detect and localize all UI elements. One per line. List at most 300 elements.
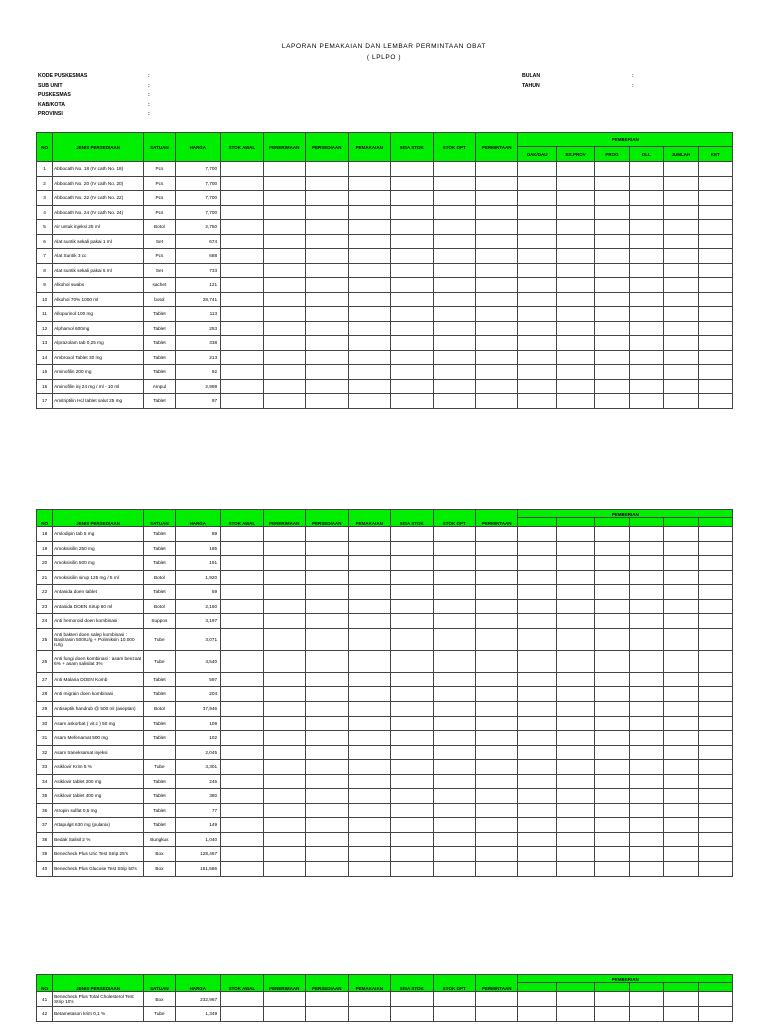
cell-no: 11	[37, 307, 53, 322]
cell-empty	[306, 191, 348, 206]
cell-harga: 2,045	[175, 745, 221, 760]
cell-empty	[475, 672, 517, 687]
info-label: PUSKESMAS	[38, 92, 71, 98]
cell-no: 27	[37, 672, 53, 687]
cell-empty	[348, 760, 390, 775]
info-row	[38, 110, 158, 120]
cell-empty	[221, 350, 263, 365]
cell-empty	[433, 292, 475, 307]
cell-empty	[664, 249, 698, 264]
cell-empty	[595, 234, 629, 249]
col-header-penerimaan: PENERIMAAN	[263, 133, 305, 162]
cell-empty	[556, 774, 594, 789]
cell-harga: 3,071	[175, 628, 221, 650]
cell-empty	[518, 731, 556, 746]
cell-empty	[263, 394, 305, 409]
cell-empty	[664, 321, 698, 336]
info-label: KODE PUSKESMAS	[38, 73, 88, 79]
cell-no: 5	[37, 220, 53, 235]
cell-empty	[348, 774, 390, 789]
cell-empty	[221, 650, 263, 672]
cell-empty	[595, 205, 629, 220]
cell-empty	[391, 220, 433, 235]
cell-empty	[306, 570, 348, 585]
cell-empty	[664, 1007, 698, 1022]
col-header-satuan: SATUAN	[144, 133, 175, 162]
cell-harga: 674	[175, 234, 221, 249]
cell-empty	[263, 731, 305, 746]
cell-empty	[263, 350, 305, 365]
cell-empty	[433, 336, 475, 351]
cell-empty	[698, 541, 732, 556]
cell-empty	[595, 614, 629, 629]
cell-empty	[518, 789, 556, 804]
cell-empty	[595, 321, 629, 336]
info-colon: :	[148, 101, 150, 108]
cell-empty	[391, 205, 433, 220]
cell-jenis: Asiklovir tablet 200 mg	[53, 774, 144, 789]
cell-empty	[263, 803, 305, 818]
cell-empty	[518, 191, 556, 206]
cell-empty	[263, 650, 305, 672]
cell-empty	[433, 176, 475, 191]
cell-no: 1	[37, 162, 53, 177]
info-row	[38, 91, 158, 101]
cell-empty	[698, 745, 732, 760]
table-row	[37, 365, 733, 380]
cell-empty	[629, 701, 663, 716]
cell-empty	[433, 701, 475, 716]
cell-harga: 204	[175, 687, 221, 702]
cell-no: 8	[37, 263, 53, 278]
cell-empty	[556, 701, 594, 716]
cell-empty	[391, 394, 433, 409]
cell-harga: 92	[175, 365, 221, 380]
cell-empty	[263, 1007, 305, 1022]
cell-jenis: Antiseptik handrub @ 500 ml (aseptan)	[53, 701, 144, 716]
cell-empty	[348, 263, 390, 278]
cell-empty	[263, 162, 305, 177]
cell-empty	[391, 541, 433, 556]
cell-jenis: Attapulgit 630 mg (pulanix)	[53, 818, 144, 833]
cell-empty	[595, 350, 629, 365]
cell-jenis: Anti migrain doen kombinasi	[53, 687, 144, 702]
table-row	[37, 861, 733, 876]
cell-jenis: Alat suntik sekali pakai 5 ml	[53, 263, 144, 278]
cell-jenis: Amoksisilin 500 mg	[53, 556, 144, 571]
cell-satuan: Pcs	[144, 249, 175, 264]
cell-empty	[698, 527, 732, 542]
cell-empty	[698, 803, 732, 818]
cell-empty	[263, 220, 305, 235]
cell-empty	[518, 992, 556, 1007]
cell-empty	[629, 731, 663, 746]
col-header-no: NO	[37, 133, 53, 162]
cell-empty	[306, 379, 348, 394]
cell-empty	[221, 1007, 263, 1022]
cell-empty	[595, 292, 629, 307]
cell-empty	[518, 234, 556, 249]
cell-satuan: Tube	[144, 650, 175, 672]
col-header-sub	[595, 983, 629, 992]
cell-empty	[556, 541, 594, 556]
cell-empty	[475, 614, 517, 629]
col-header-stok-opt: STOK OPT	[433, 510, 475, 527]
report-title: LAPORAN PEMAKAIAN DAN LEMBAR PERMINTAAN OBAT	[281, 43, 487, 50]
cell-empty	[221, 614, 263, 629]
cell-empty	[433, 527, 475, 542]
cell-satuan: Tube	[144, 760, 175, 775]
cell-empty	[306, 716, 348, 731]
cell-empty	[433, 628, 475, 650]
cell-empty	[221, 672, 263, 687]
cell-satuan: Tablet	[144, 731, 175, 746]
cell-empty	[433, 803, 475, 818]
cell-jenis: Bedak Salisil 2 %	[53, 832, 144, 847]
cell-empty	[348, 847, 390, 862]
cell-empty	[475, 599, 517, 614]
table-row	[37, 176, 733, 191]
cell-empty	[518, 687, 556, 702]
cell-satuan: Tablet	[144, 336, 175, 351]
cell-no: 39	[37, 847, 53, 862]
cell-empty	[306, 263, 348, 278]
cell-empty	[475, 162, 517, 177]
cell-empty	[698, 731, 732, 746]
cell-empty	[664, 379, 698, 394]
cell-harga: 77	[175, 803, 221, 818]
cell-empty	[556, 205, 594, 220]
cell-empty	[556, 336, 594, 351]
cell-empty	[475, 731, 517, 746]
cell-empty	[348, 585, 390, 600]
cell-empty	[698, 292, 732, 307]
cell-empty	[518, 818, 556, 833]
cell-empty	[664, 847, 698, 862]
cell-empty	[698, 716, 732, 731]
cell-jenis: Air untuk injeksi 25 ml	[53, 220, 144, 235]
cell-empty	[433, 278, 475, 293]
cell-empty	[556, 556, 594, 571]
cell-empty	[629, 745, 663, 760]
cell-empty	[664, 527, 698, 542]
table-row	[37, 760, 733, 775]
cell-empty	[306, 336, 348, 351]
col-header-sub	[556, 518, 594, 527]
cell-empty	[391, 614, 433, 629]
cell-satuan: Box	[144, 847, 175, 862]
col-header-sub	[698, 518, 732, 527]
table-row	[37, 716, 733, 731]
table-row	[37, 162, 733, 177]
cell-empty	[629, 307, 663, 322]
info-colon: :	[148, 111, 150, 117]
cell-harga: 1,040	[175, 832, 221, 847]
cell-empty	[595, 716, 629, 731]
cell-empty	[475, 234, 517, 249]
cell-empty	[595, 701, 629, 716]
cell-empty	[698, 760, 732, 775]
cell-satuan: Tube	[144, 628, 175, 650]
cell-empty	[433, 818, 475, 833]
table-row	[37, 789, 733, 804]
cell-empty	[221, 861, 263, 876]
cell-empty	[518, 220, 556, 235]
cell-empty	[629, 614, 663, 629]
cell-empty	[391, 585, 433, 600]
cell-satuan: Tablet	[144, 527, 175, 542]
cell-jenis: Alat suntik sekali pakai 1 ml	[53, 234, 144, 249]
cell-empty	[629, 394, 663, 409]
cell-jenis: Alat Suntik 3 cc	[53, 249, 144, 264]
table-row	[37, 205, 733, 220]
cell-empty	[629, 220, 663, 235]
cell-empty	[664, 701, 698, 716]
cell-empty	[664, 650, 698, 672]
cell-empty	[433, 745, 475, 760]
cell-empty	[433, 774, 475, 789]
cell-empty	[475, 379, 517, 394]
cell-empty	[348, 321, 390, 336]
cell-empty	[629, 818, 663, 833]
cell-empty	[664, 585, 698, 600]
cell-empty	[306, 556, 348, 571]
cell-empty	[475, 803, 517, 818]
cell-empty	[629, 350, 663, 365]
cell-empty	[556, 614, 594, 629]
cell-empty	[556, 350, 594, 365]
cell-empty	[518, 292, 556, 307]
cell-jenis: Asiklovir tablet 400 mg	[53, 789, 144, 804]
cell-empty	[475, 556, 517, 571]
cell-jenis: Amlodipin tab 5 mg	[53, 527, 144, 542]
header-row	[37, 133, 733, 147]
cell-empty	[698, 861, 732, 876]
cell-empty	[306, 162, 348, 177]
cell-jenis: Anti Malaria DOEN Komb	[53, 672, 144, 687]
cell-satuan: Tablet	[144, 774, 175, 789]
cell-empty	[433, 832, 475, 847]
cell-empty	[391, 789, 433, 804]
cell-empty	[664, 716, 698, 731]
cell-no: 16	[37, 379, 53, 394]
col-header-sisa-stok: SISA STOK	[391, 510, 433, 527]
cell-empty	[629, 249, 663, 264]
cell-empty	[306, 365, 348, 380]
table-row	[37, 650, 733, 672]
table-row	[37, 307, 733, 322]
cell-empty	[221, 570, 263, 585]
cell-empty	[698, 774, 732, 789]
cell-no: 26	[37, 650, 53, 672]
cell-satuan: Set	[144, 234, 175, 249]
cell-empty	[391, 832, 433, 847]
cell-harga: 688	[175, 249, 221, 264]
table-row	[37, 379, 733, 394]
cell-empty	[518, 365, 556, 380]
cell-empty	[518, 176, 556, 191]
cell-empty	[475, 585, 517, 600]
cell-empty	[263, 701, 305, 716]
cell-empty	[306, 394, 348, 409]
cell-jenis: Atropin sulfat 0,5 mg	[53, 803, 144, 818]
cell-jenis: Alkohol swabs	[53, 278, 144, 293]
cell-empty	[518, 394, 556, 409]
cell-empty	[306, 205, 348, 220]
cell-empty	[475, 365, 517, 380]
cell-empty	[475, 818, 517, 833]
cell-empty	[518, 832, 556, 847]
cell-satuan	[144, 745, 175, 760]
cell-harga: 1,920	[175, 570, 221, 585]
header-row	[37, 975, 733, 983]
cell-empty	[556, 760, 594, 775]
cell-empty	[664, 220, 698, 235]
cell-empty	[433, 1007, 475, 1022]
table-row	[37, 687, 733, 702]
cell-empty	[348, 789, 390, 804]
cell-empty	[433, 585, 475, 600]
col-header-jenis: JENIS PERSEDIAAN	[53, 975, 144, 992]
cell-empty	[475, 176, 517, 191]
cell-harga: 2,750	[175, 220, 221, 235]
cell-harga: 3,301	[175, 760, 221, 775]
cell-harga: 109	[175, 716, 221, 731]
cell-empty	[348, 278, 390, 293]
cell-empty	[348, 234, 390, 249]
cell-jenis: Allopurinol 100 mg	[53, 307, 144, 322]
col-header-sub	[518, 518, 556, 527]
cell-harga: 4,540	[175, 650, 221, 672]
cell-satuan: Suppos	[144, 614, 175, 629]
cell-empty	[518, 321, 556, 336]
col-header-harga: HARGA	[175, 510, 221, 527]
cell-empty	[518, 556, 556, 571]
cell-empty	[698, 832, 732, 847]
cell-empty	[664, 541, 698, 556]
cell-no: 14	[37, 350, 53, 365]
cell-empty	[556, 818, 594, 833]
cell-empty	[433, 205, 475, 220]
cell-empty	[348, 672, 390, 687]
col-header-no: NO	[37, 510, 53, 527]
cell-empty	[698, 249, 732, 264]
cell-empty	[595, 176, 629, 191]
cell-empty	[391, 292, 433, 307]
cell-empty	[698, 365, 732, 380]
cell-empty	[433, 760, 475, 775]
cell-satuan: Pcs	[144, 205, 175, 220]
cell-empty	[698, 278, 732, 293]
cell-empty	[263, 249, 305, 264]
cell-empty	[556, 365, 594, 380]
cell-empty	[518, 774, 556, 789]
cell-empty	[556, 249, 594, 264]
info-row	[522, 82, 642, 92]
col-header-sub: JUMLAH	[664, 147, 698, 162]
cell-jenis: Abbocath No. 20 (IV cath No. 20)	[53, 176, 144, 191]
cell-empty	[221, 234, 263, 249]
cell-empty	[556, 234, 594, 249]
cell-no: 32	[37, 745, 53, 760]
col-header-jenis: JENIS PERSEDIAAN	[53, 510, 144, 527]
cell-empty	[433, 687, 475, 702]
cell-empty	[306, 818, 348, 833]
col-header-pemakaian: PEMAKAIAN	[348, 975, 390, 992]
cell-empty	[475, 992, 517, 1007]
cell-empty	[698, 205, 732, 220]
cell-empty	[391, 1007, 433, 1022]
cell-empty	[221, 263, 263, 278]
col-header-persediaan: PERSEDIAAN	[306, 133, 348, 162]
cell-empty	[391, 716, 433, 731]
cell-no: 36	[37, 803, 53, 818]
cell-empty	[433, 234, 475, 249]
col-header-pemakaian: PEMAKAIAN	[348, 133, 390, 162]
cell-empty	[433, 307, 475, 322]
cell-no: 22	[37, 585, 53, 600]
col-header-stok-awal: STOK AWAL	[221, 133, 263, 162]
cell-empty	[391, 176, 433, 191]
cell-empty	[263, 672, 305, 687]
cell-empty	[306, 541, 348, 556]
cell-empty	[306, 760, 348, 775]
cell-empty	[391, 760, 433, 775]
cell-empty	[595, 832, 629, 847]
cell-harga: 149	[175, 818, 221, 833]
cell-empty	[306, 803, 348, 818]
cell-empty	[221, 847, 263, 862]
cell-no: 10	[37, 292, 53, 307]
cell-empty	[391, 321, 433, 336]
cell-empty	[263, 292, 305, 307]
cell-empty	[595, 789, 629, 804]
cell-empty	[348, 307, 390, 322]
cell-empty	[518, 278, 556, 293]
cell-empty	[556, 992, 594, 1007]
table-row	[37, 992, 733, 1007]
info-row	[522, 72, 642, 82]
cell-empty	[698, 379, 732, 394]
cell-empty	[433, 847, 475, 862]
cell-empty	[221, 205, 263, 220]
cell-satuan: Tablet	[144, 321, 175, 336]
cell-satuan: Botol	[144, 701, 175, 716]
table-row	[37, 774, 733, 789]
cell-empty	[348, 220, 390, 235]
cell-empty	[391, 379, 433, 394]
cell-empty	[629, 992, 663, 1007]
cell-satuan: sachet	[144, 278, 175, 293]
cell-empty	[433, 570, 475, 585]
cell-empty	[263, 205, 305, 220]
cell-empty	[629, 527, 663, 542]
cell-empty	[664, 687, 698, 702]
cell-empty	[475, 394, 517, 409]
cell-empty	[391, 234, 433, 249]
cell-empty	[518, 803, 556, 818]
cell-empty	[348, 162, 390, 177]
cell-empty	[391, 672, 433, 687]
cell-jenis: Benecheck Plus Glucose Test Strip 50's	[53, 861, 144, 876]
cell-empty	[433, 350, 475, 365]
cell-empty	[664, 570, 698, 585]
cell-no: 15	[37, 365, 53, 380]
cell-no: 31	[37, 731, 53, 746]
col-header-sisa-stok: SISA STOK	[391, 133, 433, 162]
cell-empty	[518, 716, 556, 731]
cell-empty	[221, 307, 263, 322]
